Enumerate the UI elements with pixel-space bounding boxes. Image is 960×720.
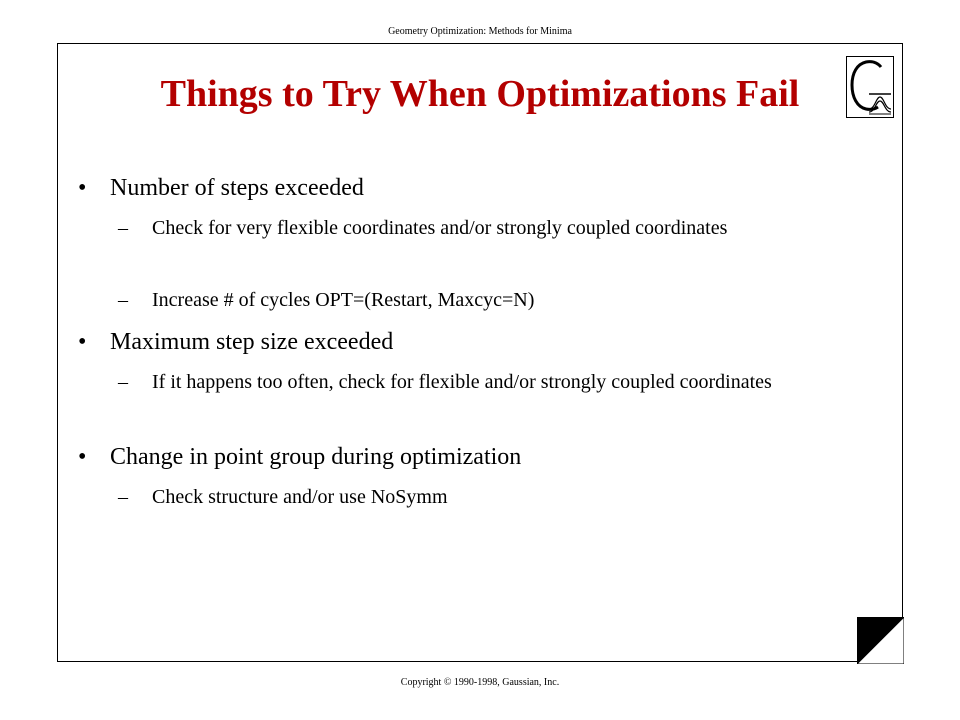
en-dash-icon: – (118, 217, 128, 239)
bullet-dot-icon: • (78, 175, 87, 201)
sub-bullet-item (118, 287, 858, 313)
page-corner-icon (857, 617, 904, 664)
bullet-dot-icon: • (78, 329, 87, 355)
sub-bullet-item (118, 369, 858, 395)
bullet-text: Maximum step size exceeded (110, 329, 394, 355)
slide-title: Things to Try When Optimizations Fail (160, 73, 800, 115)
bullet-text: Change in point group during optimization (110, 444, 522, 470)
sub-bullet-text: Check for very flexible coordinates and/or strongly coupled coordinates (152, 217, 728, 239)
sub-bullet-text: If it happens too often, check for flexible and/or strongly coupled coordinates (152, 371, 772, 393)
sub-bullet-text: Check structure and/or use NoSymm (152, 486, 448, 508)
bullet-dot-icon: • (78, 444, 87, 470)
footer-copyright: Copyright © 1990-1998, Gaussian, Inc. (400, 677, 560, 688)
bullet-text: Number of steps exceeded (110, 175, 364, 201)
en-dash-icon: – (118, 289, 128, 311)
sub-bullet-item (118, 484, 858, 510)
sub-bullet-item (118, 215, 858, 241)
en-dash-icon: – (118, 371, 128, 393)
en-dash-icon: – (118, 486, 128, 508)
sub-bullet-text: Increase # of cycles OPT=(Restart, Maxcyc=N) (152, 289, 535, 311)
header-caption: Geometry Optimization: Methods for Minima (388, 26, 572, 37)
